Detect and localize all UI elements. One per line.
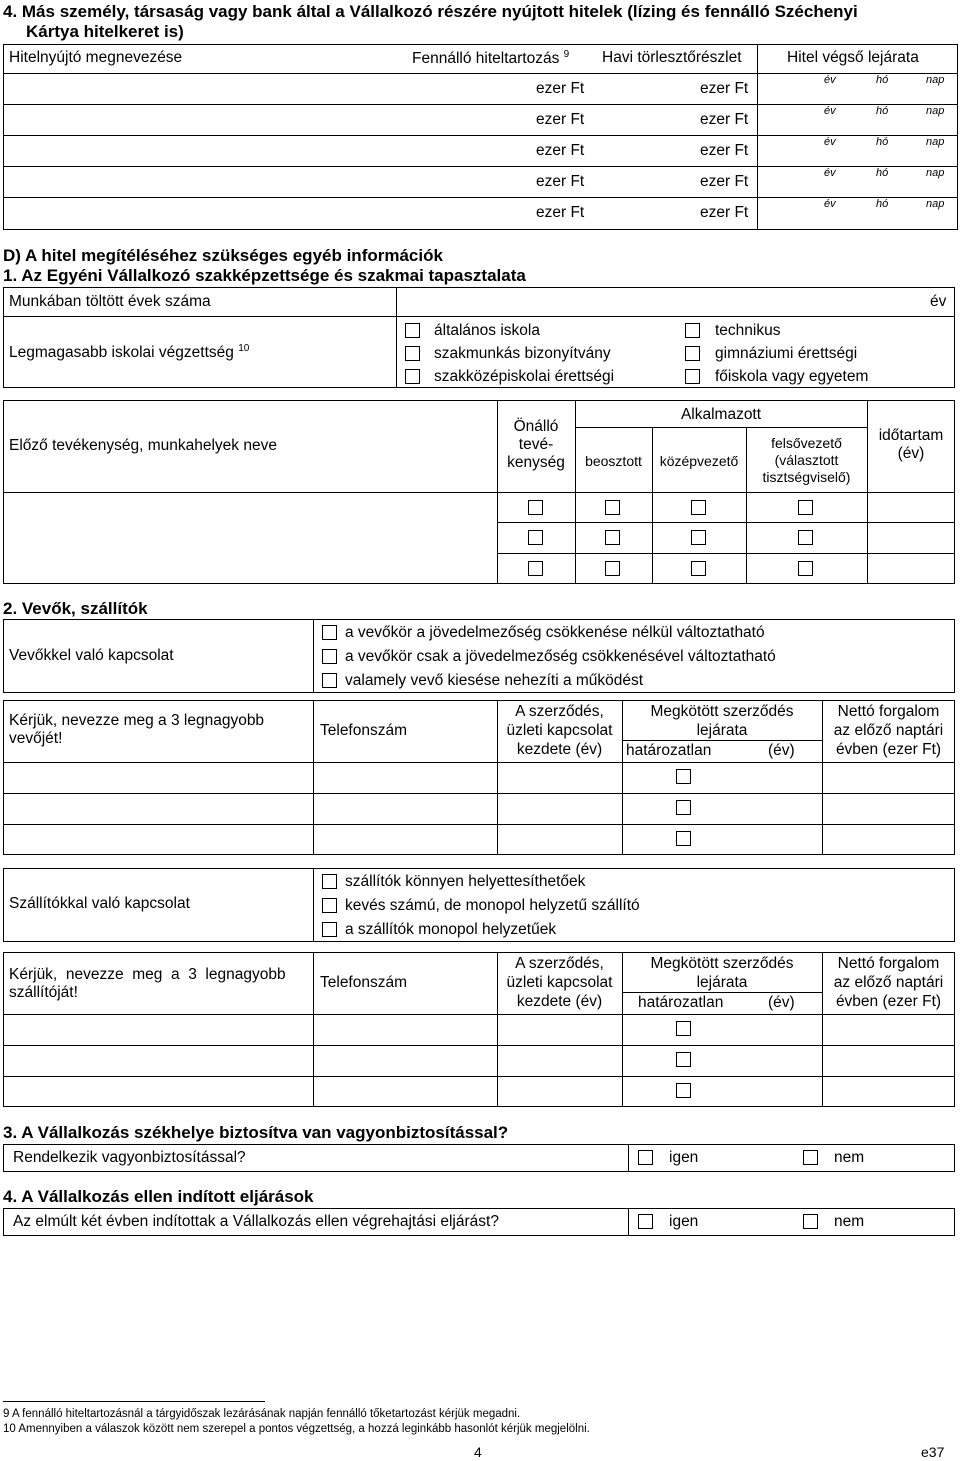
checkbox-buyers-option[interactable]: [322, 625, 337, 640]
checkbox-proceedings-yes[interactable]: [638, 1214, 653, 1229]
checkbox-suppliers-option[interactable]: [322, 898, 337, 913]
checkbox-indefinite[interactable]: [676, 1052, 691, 1067]
turnover-header: Nettó forgalom az előző naptári évben (ezer Ft): [833, 703, 944, 758]
date-month: hó: [876, 74, 889, 86]
date-year: év: [824, 74, 836, 86]
checkbox-previous-work[interactable]: [528, 530, 543, 545]
buyers-ask: Kérjük, nevezze meg a 3 legnagyobb vevőjét!: [9, 712, 265, 747]
col-debt: Fennálló hiteltartozás $^9$: [412, 49, 570, 68]
edu-option: főiskola vagy egyetem: [715, 368, 869, 385]
phone-header: Telefonszám: [320, 974, 408, 991]
year-label: (év): [768, 742, 795, 759]
edu-option: gimnáziumi érettségi: [715, 345, 858, 362]
loans-table: [3, 44, 958, 230]
date-day: nap: [926, 74, 945, 86]
section-3-title: 3. A Vállalkozás székhelye biztosítva van vagyonbiztosítással?: [3, 1123, 509, 1142]
turnover-header: Nettó forgalom az előző naptári évben (ezer Ft): [833, 955, 944, 1010]
checkbox-edu-primary[interactable]: [405, 323, 420, 338]
installment-unit: ezer Ft: [700, 173, 749, 190]
checkbox-previous-work[interactable]: [605, 500, 620, 515]
checkbox-previous-work[interactable]: [798, 561, 813, 576]
section-d-title: D) A hitel megítéléséhez szükséges egyéb információk: [3, 246, 443, 265]
date-day: nap: [926, 105, 945, 117]
checkbox-previous-work[interactable]: [528, 500, 543, 515]
senior-manager-header: felsővezető (választott tisztségviselő): [762, 435, 851, 485]
checkbox-previous-work[interactable]: [691, 561, 706, 576]
insurance-question: Rendelkezik vagyonbiztosítással?: [13, 1149, 246, 1166]
checkbox-insurance-no[interactable]: [803, 1150, 818, 1165]
installment-unit: ezer Ft: [700, 111, 749, 128]
date-year: év: [824, 198, 836, 210]
edu-option: szakmunkás bizonyítvány: [434, 345, 611, 362]
col-installment: Havi törlesztőrészlet: [602, 49, 742, 66]
edu-option: szakközépiskolai érettségi: [434, 368, 615, 385]
subsection-1-title: 1. Az Egyéni Vállalkozó szakképzettsége és szakmai tapasztalata: [3, 266, 526, 285]
date-year: év: [824, 105, 836, 117]
buyers-title: 2. Vevők, szállítók: [3, 599, 148, 618]
year-label: (év): [768, 994, 795, 1011]
indefinite-label: határozatlan: [626, 742, 712, 759]
footnote-10: 10 Amennyiben a válaszok között nem szerepel a pontos végzettség, a hozzá leginkább hasonlót kérjük megjelölni.: [3, 1423, 590, 1435]
phone-header: Telefonszám: [320, 722, 408, 739]
checkbox-previous-work[interactable]: [691, 500, 706, 515]
years-worked-label: Munkában töltött évek száma: [9, 293, 211, 310]
checkbox-previous-work[interactable]: [798, 530, 813, 545]
page-number: 4: [474, 1444, 482, 1460]
checkbox-buyers-option[interactable]: [322, 673, 337, 688]
no-label: nem: [834, 1149, 865, 1166]
contract-expiry-header: Megkötött szerződés lejárata: [650, 703, 794, 739]
middle-manager-header: középvezető: [659, 453, 739, 469]
date-day: nap: [926, 167, 945, 179]
suppliers-option: a szállítók monopol helyzetűek: [345, 921, 557, 938]
checkbox-previous-work[interactable]: [528, 561, 543, 576]
buyers-relation-label: Vevőkkel való kapcsolat: [9, 647, 174, 664]
checkbox-indefinite[interactable]: [676, 1083, 691, 1098]
debt-unit: ezer Ft: [536, 173, 585, 190]
checkbox-edu-technician[interactable]: [685, 323, 700, 338]
checkbox-indefinite[interactable]: [676, 800, 691, 815]
date-month: hó: [876, 105, 889, 117]
page-code: e37: [921, 1444, 945, 1460]
buyers-option: a vevőkör a jövedelmezőség csökkenése nélkül változtatható: [345, 624, 765, 641]
footnote-9: 9 A fennálló hiteltartozásnál a tárgyidőszak lezárásának napján fennálló tőketartozást kérjük megadni.: [3, 1408, 521, 1420]
section-title-line2: Kártya hitelkeret is): [26, 22, 184, 41]
checkbox-suppliers-option[interactable]: [322, 874, 337, 889]
contract-expiry-header: Megkötött szerződés lejárata: [650, 955, 794, 991]
no-label: nem: [834, 1213, 865, 1230]
checkbox-indefinite[interactable]: [676, 769, 691, 784]
checkbox-previous-work[interactable]: [605, 530, 620, 545]
indefinite-label: határozatlan: [638, 994, 724, 1011]
checkbox-indefinite[interactable]: [676, 1021, 691, 1036]
checkbox-edu-secondary[interactable]: [405, 369, 420, 384]
date-day: nap: [926, 136, 945, 148]
suppliers-option: szállítók könnyen helyettesíthetőek: [345, 873, 586, 890]
yes-label: igen: [669, 1149, 699, 1166]
debt-unit: ezer Ft: [536, 80, 585, 97]
contract-start-header: A szerződés, üzleti kapcsolat kezdete (év): [506, 955, 613, 1010]
checkbox-previous-work[interactable]: [798, 500, 813, 515]
date-day: nap: [926, 198, 945, 210]
subordinate-header: beosztott: [585, 453, 642, 469]
duration-header: időtartam (év): [878, 427, 944, 462]
date-year: év: [824, 167, 836, 179]
checkbox-edu-gymnasium[interactable]: [685, 346, 700, 361]
buyers-option: a vevőkör csak a jövedelmezőség csökkenésével változtatható: [345, 648, 776, 665]
education-label: Legmagasabb iskolai végzettség $^{10}$: [9, 343, 250, 362]
checkbox-indefinite[interactable]: [676, 831, 691, 846]
date-month: hó: [876, 136, 889, 148]
self-employed-header: Önálló tevé- kenység: [507, 418, 565, 471]
footnote-rule: [3, 1401, 265, 1402]
contract-start-header: A szerződés, üzleti kapcsolat kezdete (év): [506, 703, 613, 758]
previous-activity-label: Előző tevékenység, munkahelyek neve: [9, 437, 277, 454]
years-unit: év: [930, 293, 947, 310]
debt-unit: ezer Ft: [536, 204, 585, 221]
suppliers-option: kevés számú, de monopol helyzetű szállító: [345, 897, 640, 914]
suppliers-ask: Kérjük, nevezze meg a 3 legnagyobb szállítóját!: [9, 966, 286, 1001]
section-title-line1: 4. Más személy, társaság vagy bank által a Vállalkozó részére nyújtott hitelek (lízing és fennálló Széchenyi: [3, 2, 858, 21]
buyers-option: valamely vevő kiesése nehezíti a működést: [345, 672, 644, 689]
checkbox-suppliers-option[interactable]: [322, 922, 337, 937]
installment-unit: ezer Ft: [700, 204, 749, 221]
checkbox-previous-work[interactable]: [691, 530, 706, 545]
section-4-title: 4. A Vállalkozás ellen indított eljárások: [3, 1187, 314, 1206]
installment-unit: ezer Ft: [700, 80, 749, 97]
checkbox-insurance-yes[interactable]: [638, 1150, 653, 1165]
date-month: hó: [876, 198, 889, 210]
debt-unit: ezer Ft: [536, 111, 585, 128]
col-maturity: Hitel végső lejárata: [787, 49, 919, 66]
col-lender: Hitelnyújtó megnevezése: [9, 49, 183, 66]
date-month: hó: [876, 167, 889, 179]
checkbox-proceedings-no[interactable]: [803, 1214, 818, 1229]
proceedings-question: Az elmúlt két évben indítottak a Vállalkozás ellen végrehajtási eljárást?: [13, 1213, 499, 1230]
yes-label: igen: [669, 1213, 699, 1230]
installment-unit: ezer Ft: [700, 142, 749, 159]
employed-header: Alkalmazott: [680, 406, 762, 423]
edu-option: technikus: [715, 322, 781, 339]
date-year: év: [824, 136, 836, 148]
checkbox-previous-work[interactable]: [605, 561, 620, 576]
suppliers-relation-label: Szállítókkal való kapcsolat: [9, 895, 190, 912]
debt-unit: ezer Ft: [536, 142, 585, 159]
checkbox-edu-university[interactable]: [685, 369, 700, 384]
checkbox-edu-vocational[interactable]: [405, 346, 420, 361]
edu-option: általános iskola: [434, 322, 540, 339]
checkbox-buyers-option[interactable]: [322, 649, 337, 664]
